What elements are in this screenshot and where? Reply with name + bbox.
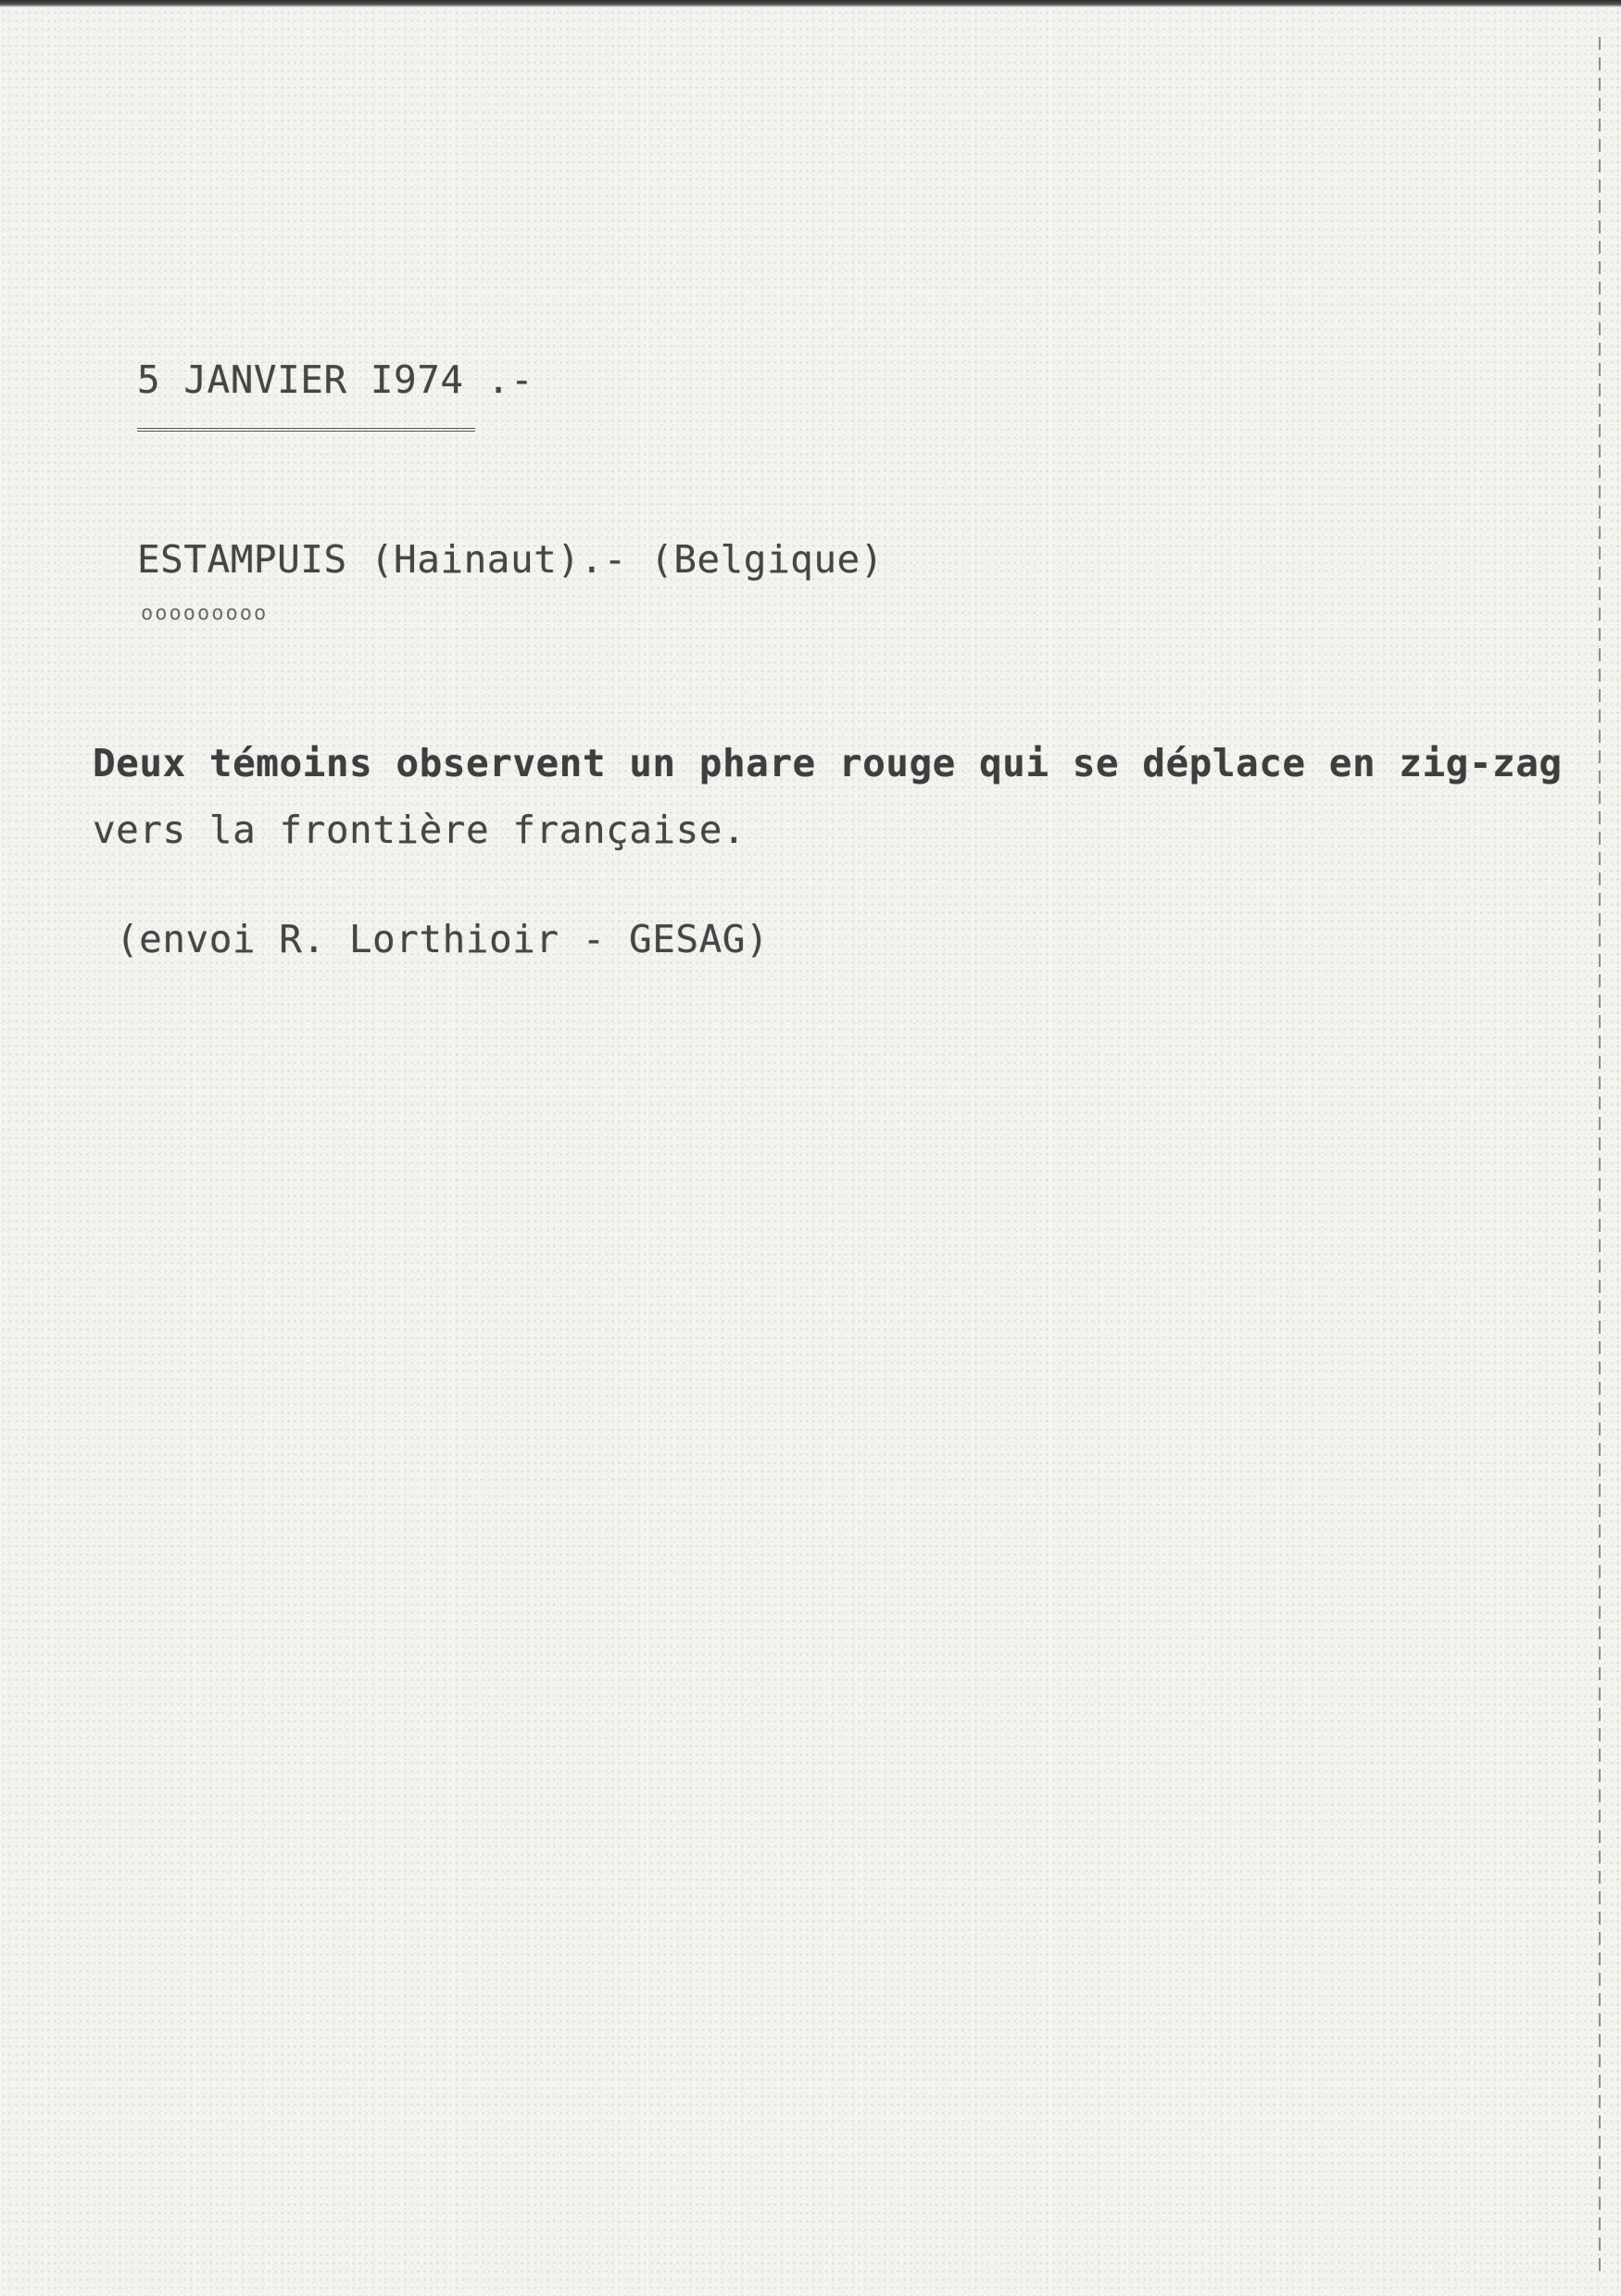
body-text-line-1: Deux témoins observent un phare rouge qui se déplace en zig-zag [93,741,1563,785]
page-top-edge [0,0,1621,7]
source-note: (envoi R. Lorthioir - GESAG) [116,917,770,961]
page-right-edge [1599,37,1601,2278]
document-date: 5 JANVIER I974 .- [137,358,534,402]
location-underline: ooooooooo [141,602,269,625]
body-text-line-2: vers la frontière française. [93,808,747,852]
date-underline [137,428,475,432]
document-location: ESTAMPUIS (Hainaut).- (Belgique) [137,537,884,582]
